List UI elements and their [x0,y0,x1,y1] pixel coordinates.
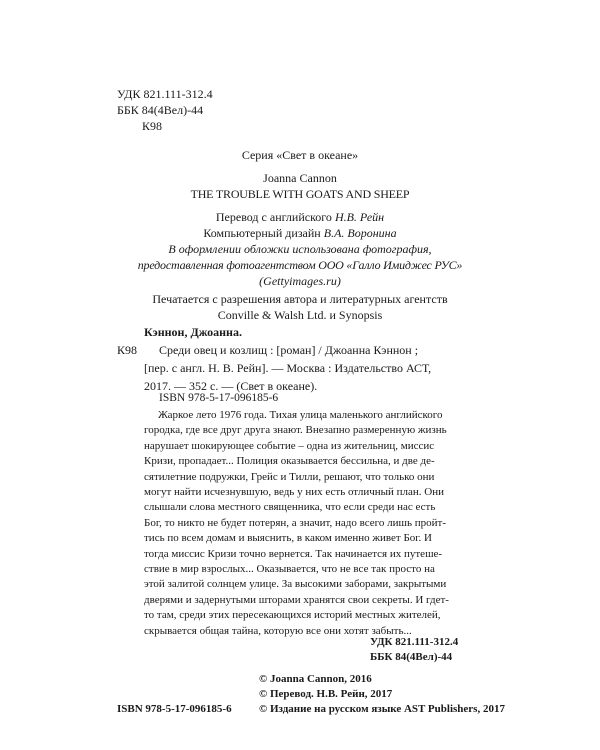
annotation-line: Бог, то никто не будет потерян, а значит, надо всего лишь пройт- [144,516,446,529]
series-line: Серия «Свет в океане» [241,148,359,162]
cover-credit-line-1: В оформлении обложки использована фотография, [168,242,432,256]
annotation-line: Кризи, пропадает... Полиция оказывается бессильна, и две де- [144,455,435,468]
catalog-isbn: ISBN 978-5-17-096185-6 [159,392,279,404]
original-title: THE TROUBLE WITH GOATS AND SHEEP [190,187,410,201]
annotation-line: городка, где все друг друга знают. Внезапно размеренную жизнь [144,424,447,437]
permission-line-1: Печатается с разрешения автора и литературных агентств [152,292,448,306]
annotation-line: тись по всем домам и выяснить, в каком именно живет Бог. И [144,532,432,545]
designer-name: В.А. Воронина [323,226,397,240]
annotation-line: слышали слова местного священника, что если среди нас есть [144,501,436,514]
annotation-line: могут найти исчезнувшую, ведь у них есть отличный план. Они [144,486,445,499]
original-author: Joanna Cannon [263,171,337,185]
annotation-line: скрывается общая тайна, которую все они хотят забыть... [144,624,412,637]
bottom-bbk-code: ББК 84(4Вел)-44 [370,651,453,663]
annotation-line: ствие в мир взрослых... Оказывается, что не все так просто на [144,563,435,576]
cover-credit-line-2: предоставленная фотоагентством ООО «Галло Имиджес РУС» [137,258,463,272]
catalog-code: К98 [117,343,138,357]
catalog-description-line: 2017. — 352 с. — (Свет в океане). [144,379,318,393]
bottom-udk-code: УДК 821.111-312.4 [370,636,459,648]
copyright-line: © Издание на русском языке AST Publishers, 2017 [259,703,505,715]
annotation-line: тогда миссис Кризи точно вернется. Так начинается их путеше- [144,547,443,560]
annotation-line: сятилетние подружки, Грейс и Тилли, решают, что только они [144,470,435,483]
bbk-code: ББК 84(4Вел)-44 [117,103,204,117]
annotation [144,408,449,639]
catalog-author-heading: Кэннон, Джоанна. [144,325,242,339]
annotation-line: то там, среди этих пересекающихся историй местных жителей, [144,609,441,622]
author-sign-code: К98 [142,119,163,133]
udk-code: УДК 821.111-312.4 [117,87,213,101]
permission-line-2: Conville & Walsh Ltd. и Synopsis [217,308,383,322]
catalog-description-line: [пер. с англ. Н. В. Рейн]. — Москва : Издательство АСТ, [144,361,432,375]
copyright-isbn: ISBN 978-5-17-096185-6 [117,703,232,715]
translator-name: Н.В. Рейн [334,210,385,224]
design-prefix: Компьютерный дизайн [203,226,324,240]
cover-credit-line-3: (Gettyimages.ru) [259,274,341,288]
copyright-line: © Перевод. Н.В. Рейн, 2017 [259,688,393,700]
annotation-line: дверями и задернутыми шторами хранятся свои секреты. И гдет- [144,593,449,606]
annotation-line: этой залитой солнцем улице. За высокими заборами, закрытыми [144,578,447,591]
design-credit [0,225,600,241]
translation-credit [0,209,600,225]
annotation-line: Жаркое лето 1976 года. Тихая улица маленького английского [158,409,443,421]
translation-prefix: Перевод с английского [215,210,335,224]
catalog-description-line: Среди овец и козлищ : [роман] / Джоанна Кэннон ; [159,343,419,357]
annotation-line: нарушает шокирующее событие – одна из жительниц, миссис [144,439,435,452]
copyright-line: © Joanna Cannon, 2016 [259,673,372,685]
